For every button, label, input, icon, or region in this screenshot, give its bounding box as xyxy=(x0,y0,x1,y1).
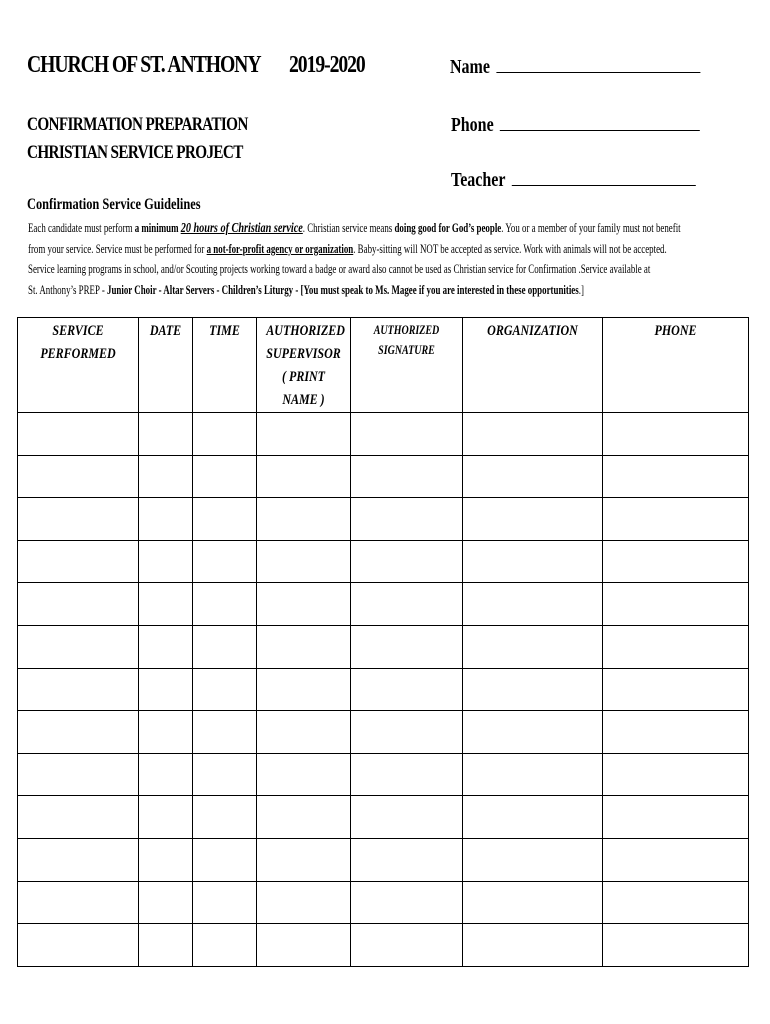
name-input-line[interactable] xyxy=(496,56,700,73)
col-phone: PHONE xyxy=(603,318,749,413)
time-cell[interactable] xyxy=(193,881,257,924)
time-cell[interactable] xyxy=(193,796,257,839)
time-cell[interactable] xyxy=(193,540,257,583)
signature-cell[interactable] xyxy=(351,583,463,626)
service-cell[interactable] xyxy=(18,498,139,541)
table-row xyxy=(18,413,749,456)
date-cell[interactable] xyxy=(139,540,193,583)
table-row xyxy=(18,881,749,924)
date-cell[interactable] xyxy=(139,413,193,456)
teacher-input-line[interactable] xyxy=(512,169,696,186)
date-cell[interactable] xyxy=(139,668,193,711)
date-cell[interactable] xyxy=(139,498,193,541)
supervisor-cell[interactable] xyxy=(257,413,351,456)
supervisor-cell[interactable] xyxy=(257,924,351,967)
date-cell[interactable] xyxy=(139,924,193,967)
service-cell[interactable] xyxy=(18,625,139,668)
table-row xyxy=(18,924,749,967)
phone-cell[interactable] xyxy=(603,668,749,711)
phone-cell[interactable] xyxy=(603,625,749,668)
table-row xyxy=(18,498,749,541)
signature-cell[interactable] xyxy=(351,540,463,583)
signature-cell[interactable] xyxy=(351,625,463,668)
supervisor-cell[interactable] xyxy=(257,455,351,498)
date-cell[interactable] xyxy=(139,838,193,881)
col-organization: ORGANIZATION xyxy=(463,318,603,413)
date-cell[interactable] xyxy=(139,583,193,626)
service-cell[interactable] xyxy=(18,455,139,498)
supervisor-cell[interactable] xyxy=(257,881,351,924)
signature-cell[interactable] xyxy=(351,668,463,711)
time-cell[interactable] xyxy=(193,498,257,541)
table-row xyxy=(18,583,749,626)
service-cell[interactable] xyxy=(18,413,139,456)
teacher-label: Teacher xyxy=(451,169,506,191)
table-row xyxy=(18,668,749,711)
school-year: 2019-2020 xyxy=(289,52,365,78)
organization-cell[interactable] xyxy=(463,711,603,754)
organization-cell[interactable] xyxy=(463,796,603,839)
organization-cell[interactable] xyxy=(463,753,603,796)
signature-cell[interactable] xyxy=(351,796,463,839)
service-cell[interactable] xyxy=(18,583,139,626)
church-title: CHURCH OF ST. ANTHONY xyxy=(27,52,261,78)
teacher-field[interactable] xyxy=(451,169,696,192)
phone-cell[interactable] xyxy=(603,881,749,924)
supervisor-cell[interactable] xyxy=(257,625,351,668)
signature-cell[interactable] xyxy=(351,455,463,498)
col-authorized-supervisor: AUTHORIZED SUPERVISOR ( PRINT NAME ) xyxy=(257,318,351,413)
supervisor-cell[interactable] xyxy=(257,838,351,881)
signature-cell[interactable] xyxy=(351,711,463,754)
phone-cell[interactable] xyxy=(603,924,749,967)
col-time: TIME xyxy=(193,318,257,413)
supervisor-cell[interactable] xyxy=(257,583,351,626)
table-row xyxy=(18,455,749,498)
phone-field[interactable] xyxy=(451,114,700,137)
table-row xyxy=(18,540,749,583)
organization-cell[interactable] xyxy=(463,625,603,668)
organization-cell[interactable] xyxy=(463,838,603,881)
organization-cell[interactable] xyxy=(463,540,603,583)
time-cell[interactable] xyxy=(193,668,257,711)
name-label: Name xyxy=(450,56,490,78)
table-row xyxy=(18,711,749,754)
service-cell[interactable] xyxy=(18,540,139,583)
col-service-performed: SERVICE PERFORMED xyxy=(18,318,139,413)
organization-cell[interactable] xyxy=(463,583,603,626)
date-cell[interactable] xyxy=(139,625,193,668)
time-cell[interactable] xyxy=(193,583,257,626)
phone-cell[interactable] xyxy=(603,455,749,498)
service-cell[interactable] xyxy=(18,796,139,839)
organization-cell[interactable] xyxy=(463,924,603,967)
table-row xyxy=(18,753,749,796)
supervisor-cell[interactable] xyxy=(257,796,351,839)
service-log-table xyxy=(17,317,749,967)
service-cell[interactable] xyxy=(18,711,139,754)
guidelines-line-3: Service learning programs in school, and/or Scouting projects working toward a badge or award also cannot be used as Christian service for Confirmation .Service available at xyxy=(28,262,651,276)
table-row xyxy=(18,838,749,881)
time-cell[interactable] xyxy=(193,838,257,881)
phone-cell[interactable] xyxy=(603,796,749,839)
organization-cell[interactable] xyxy=(463,668,603,711)
guidelines-line-4: St. Anthony’s PREP - Junior Choir - Altar Servers - Children’s Liturgy - [You must speak to Ms. Magee if you are interested in these opportunities.] xyxy=(28,283,584,297)
date-cell[interactable] xyxy=(139,455,193,498)
phone-cell[interactable] xyxy=(603,498,749,541)
organization-cell[interactable] xyxy=(463,455,603,498)
time-cell[interactable] xyxy=(193,413,257,456)
phone-cell[interactable] xyxy=(603,711,749,754)
table-row xyxy=(18,796,749,839)
phone-cell[interactable] xyxy=(603,540,749,583)
col-date: DATE xyxy=(139,318,193,413)
name-field[interactable] xyxy=(450,56,700,79)
service-cell[interactable] xyxy=(18,753,139,796)
table-header-row xyxy=(18,318,749,413)
table-row xyxy=(18,625,749,668)
time-cell[interactable] xyxy=(193,455,257,498)
service-cell[interactable] xyxy=(18,668,139,711)
program-title: CONFIRMATION PREPARATION xyxy=(27,114,248,135)
project-title: CHRISTIAN SERVICE PROJECT xyxy=(27,142,243,163)
signature-cell[interactable] xyxy=(351,924,463,967)
signature-cell[interactable] xyxy=(351,413,463,456)
time-cell[interactable] xyxy=(193,753,257,796)
supervisor-cell[interactable] xyxy=(257,668,351,711)
phone-cell[interactable] xyxy=(603,413,749,456)
guidelines-line-2: from your service. Service must be performed for a not-for-profit agency or organization. Baby-sitting will NOT be accepted as service. Work with animals will not be accepted. xyxy=(28,242,667,256)
date-cell[interactable] xyxy=(139,881,193,924)
phone-label: Phone xyxy=(451,114,494,136)
supervisor-cell[interactable] xyxy=(257,540,351,583)
signature-cell[interactable] xyxy=(351,498,463,541)
col-authorized-signature: AUTHORIZED SIGNATURE xyxy=(351,318,463,413)
supervisor-cell[interactable] xyxy=(257,498,351,541)
supervisor-cell[interactable] xyxy=(257,711,351,754)
guidelines-title: Confirmation Service Guidelines xyxy=(27,196,201,213)
signature-cell[interactable] xyxy=(351,753,463,796)
date-cell[interactable] xyxy=(139,711,193,754)
time-cell[interactable] xyxy=(193,924,257,967)
time-cell[interactable] xyxy=(193,711,257,754)
date-cell[interactable] xyxy=(139,796,193,839)
supervisor-cell[interactable] xyxy=(257,753,351,796)
organization-cell[interactable] xyxy=(463,413,603,456)
signature-cell[interactable] xyxy=(351,881,463,924)
phone-cell[interactable] xyxy=(603,838,749,881)
signature-cell[interactable] xyxy=(351,838,463,881)
service-cell[interactable] xyxy=(18,838,139,881)
guidelines-line-1: Each candidate must perform a minimum 20 hours of Christian service. Christian service means doing good for God’s people. You or a member of your family must not benefit xyxy=(28,221,681,236)
time-cell[interactable] xyxy=(193,625,257,668)
service-cell[interactable] xyxy=(18,881,139,924)
date-cell[interactable] xyxy=(139,753,193,796)
service-cell[interactable] xyxy=(18,924,139,967)
phone-cell[interactable] xyxy=(603,753,749,796)
phone-input-line[interactable] xyxy=(500,114,700,131)
phone-cell[interactable] xyxy=(603,583,749,626)
organization-cell[interactable] xyxy=(463,498,603,541)
organization-cell[interactable] xyxy=(463,881,603,924)
